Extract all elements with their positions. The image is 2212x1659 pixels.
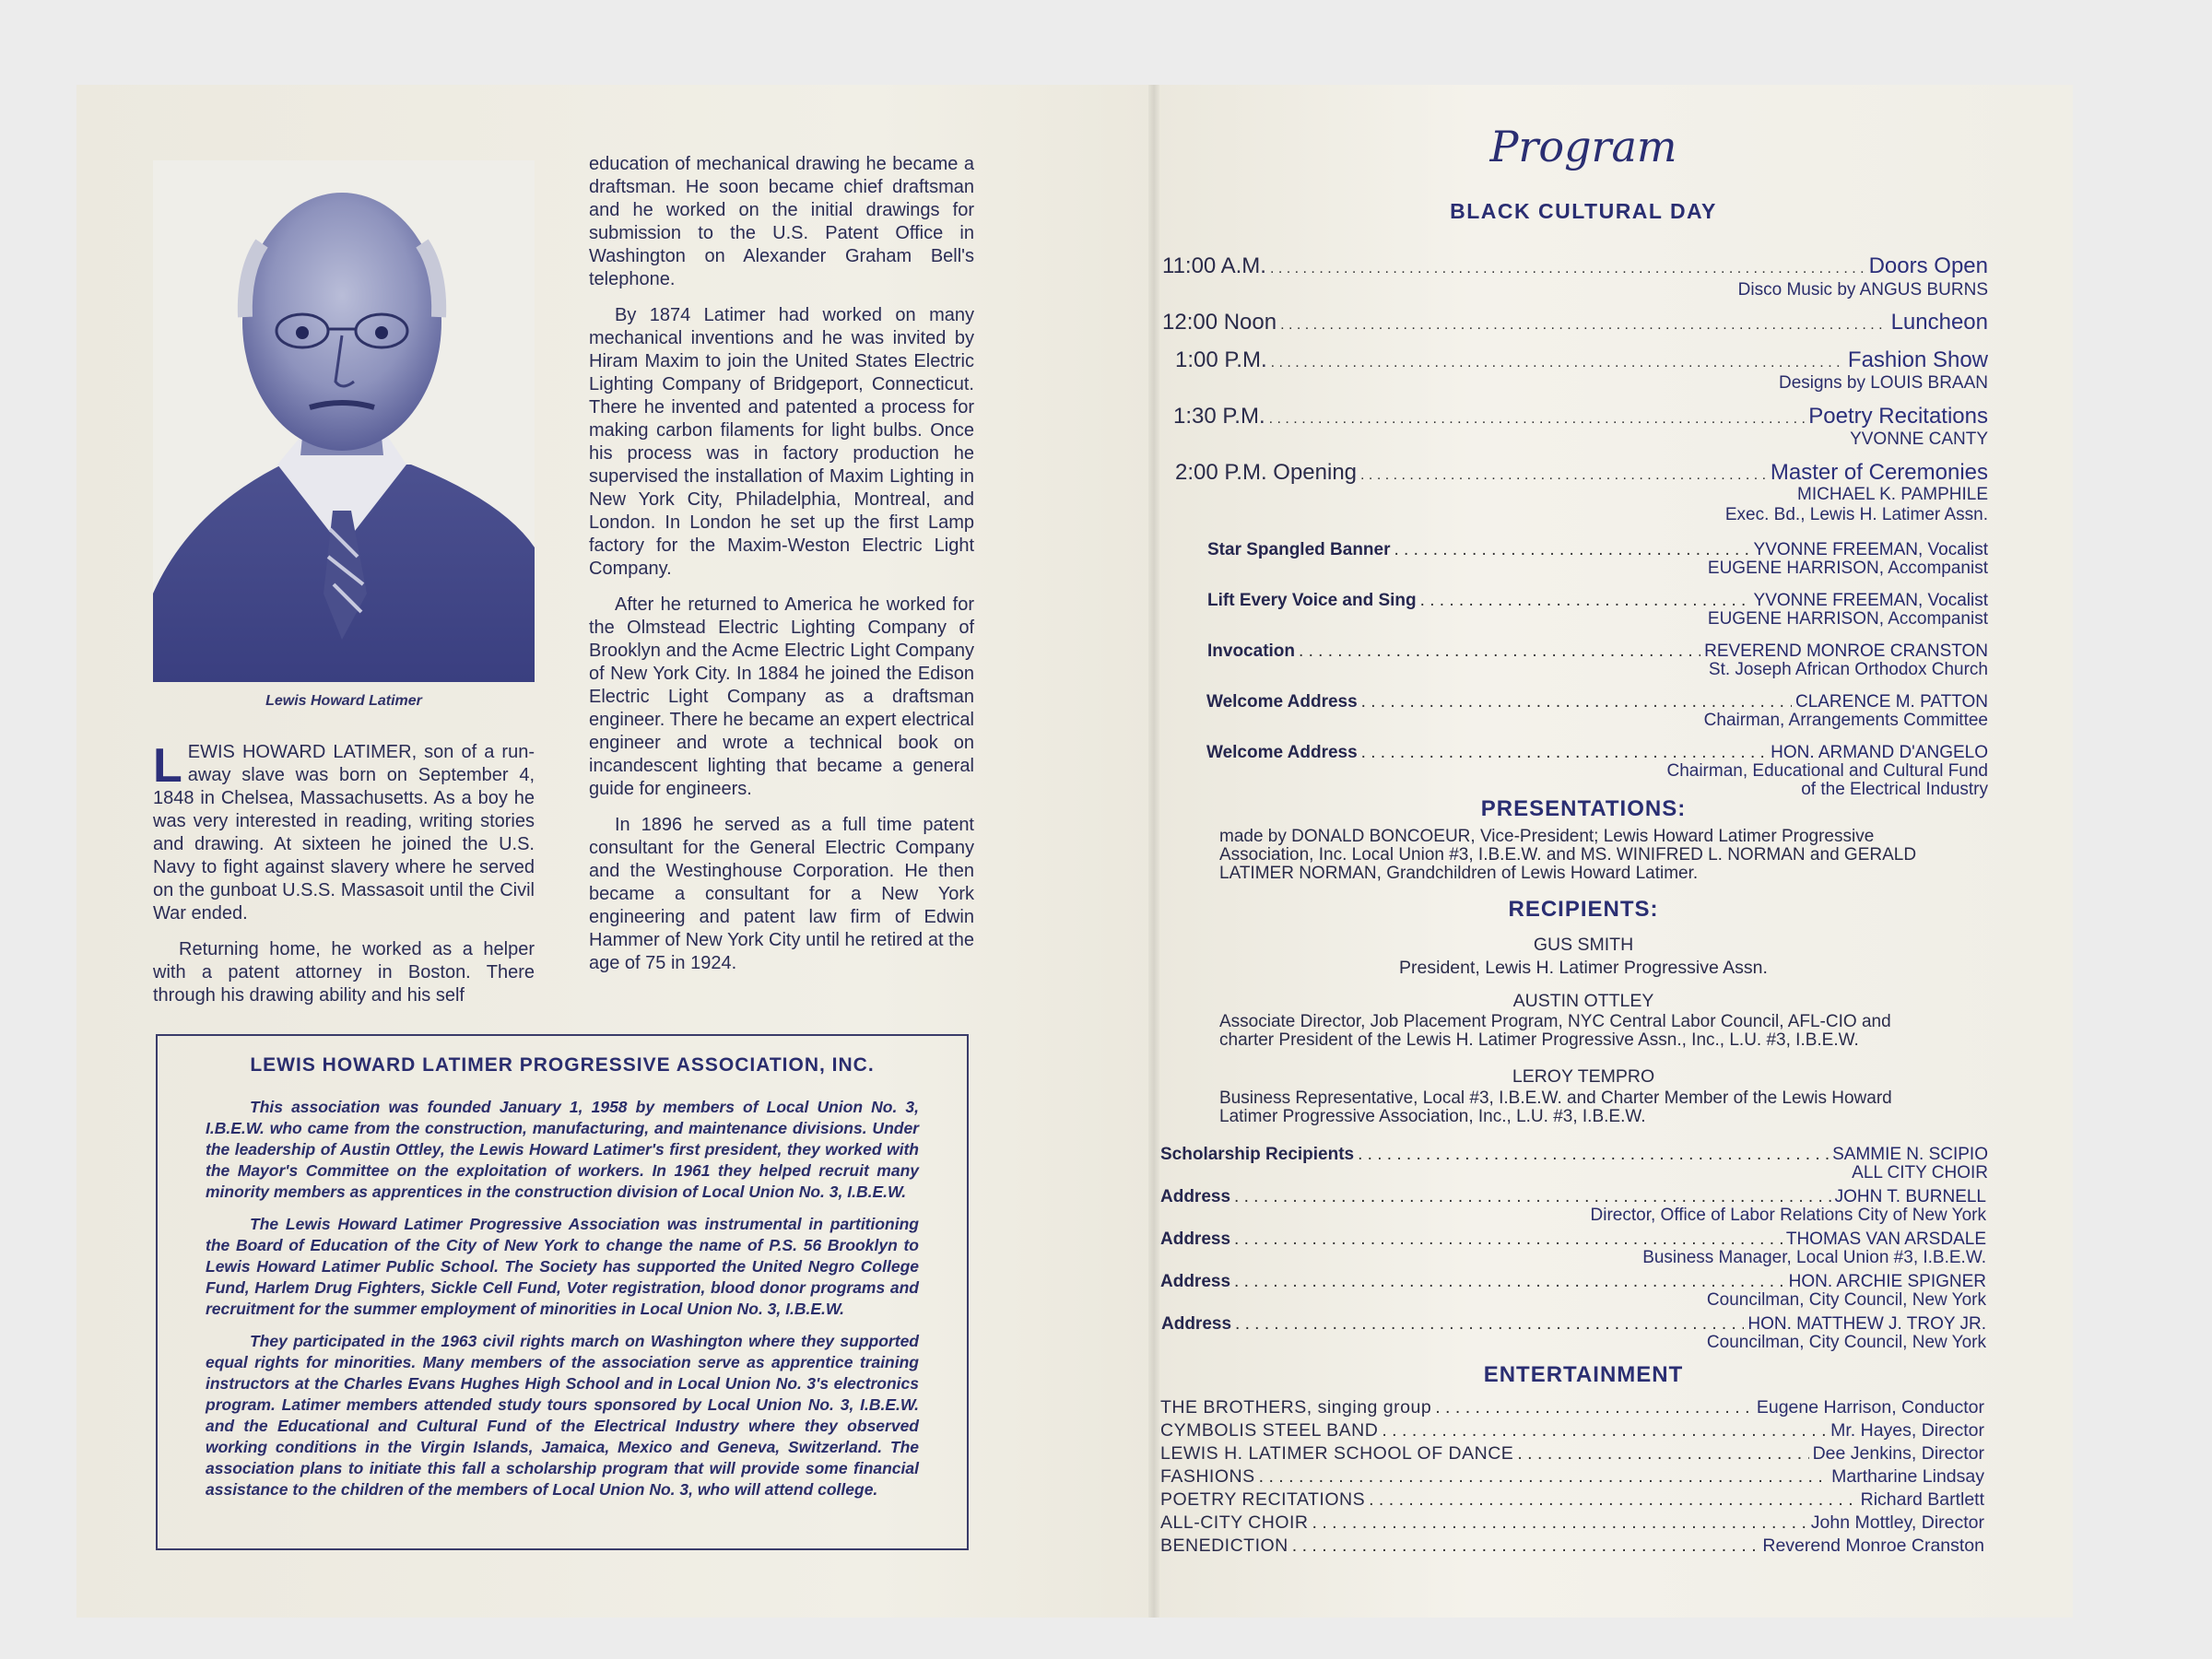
address-item: Address (1161, 1314, 1232, 1334)
presentations-text: made by DONALD BONCOEUR, Vice-President; Lewis Howard Latimer Progressive Association, Inc. Local Union #3, I.B.E.W. and MS. WINIFRED L. NORMAN and GERALD LATIMER NORMAN, Grandchildren of Lewis Howard Latimer. (1219, 827, 1917, 883)
dot-leader (1517, 1443, 1808, 1465)
address-row (1160, 1187, 1986, 1207)
ceremony-detail: St. Joseph African Orthodox Church (1708, 660, 1988, 679)
ceremony-detail: Chairman, Arrangements Committee (1703, 711, 1988, 730)
dot-leader (1369, 1489, 1857, 1511)
schedule-detail: Designs by LOUIS BRAAN (1778, 373, 1988, 393)
entertainment-person: Eugene Harrison, Conductor (1756, 1397, 1984, 1418)
bio-text: EWIS HOWARD LATIMER, son of a run-away slave was born on September 4, 1848 in Chelsea, Massachusetts. As a boy he was very interested in reading, writing stories and drawing. At sixteen he joined the U.S. Navy to fight against slavery where he served on the gunboat U.S.S. Massasoit until the Civil War ended. (153, 742, 535, 924)
association-paragraph: This association was founded January 1, 1958 by members of Local Union No. 3, I.B.E.W. who came from the construction, manufacturing, and maintenance divisions. Under the leadership of Austin Ottley, the Lewis Howard Latimer's first president, they worked with the Mayor's Committee on the exploitation of workers. In 1961 they helped recruit many minority members as apprentices in the construction division of Local Union No. 3, I.B.E.W. (206, 1098, 919, 1201)
portrait-illustration (153, 160, 535, 682)
ceremony-detail: EUGENE HARRISON, Accompanist (1707, 609, 1988, 629)
dot-leader (1270, 261, 1865, 277)
schedule-detail: Exec. Bd., Lewis H. Latimer Assn. (1724, 505, 1988, 524)
address-detail: Business Manager, Local Union #3, I.B.E.W. (1642, 1248, 1986, 1267)
schedule-event: Fashion Show (1847, 347, 1988, 372)
ceremony-item: Welcome Address (1206, 743, 1358, 762)
association-box (156, 1034, 969, 1550)
dot-leader (1234, 1187, 1831, 1207)
address-item: Address (1160, 1230, 1231, 1249)
address-person: HON. ARCHIE SPIGNER (1788, 1272, 1986, 1291)
address-row (1160, 1230, 1986, 1250)
ceremony-item: Lift Every Voice and Sing (1207, 591, 1417, 610)
entertainment-person: Mr. Hayes, Director (1830, 1420, 1984, 1441)
schedule-detail: MICHAEL K. PAMPHILE (1797, 485, 1988, 504)
entertainment-row (1160, 1443, 1984, 1465)
ceremony-row (1206, 692, 1988, 712)
address-item: Scholarship Recipients (1160, 1145, 1355, 1164)
dot-leader (1420, 591, 1750, 611)
address-item: Address (1160, 1187, 1231, 1206)
schedule-time: 1:30 P.M. (1173, 404, 1265, 429)
dot-leader (1234, 1272, 1785, 1292)
address-detail: Councilman, City Council, New York (1706, 1333, 1986, 1352)
ceremony-detail: EUGENE HARRISON, Accompanist (1707, 559, 1988, 578)
recipient-description: Business Representative, Local #3, I.B.E.W. and Charter Member of the Lewis Howard Latimer Progressive Association, Inc., L.U. #3, I.B.E.W. (1219, 1088, 1892, 1126)
recipient-name: GUS SMITH (1533, 935, 1634, 955)
bio-paragraph: Returning home, he worked as a helper with a patent attorney in Boston. There through his drawing ability and his self (153, 939, 535, 1006)
schedule-time: 11:00 A.M. (1162, 253, 1266, 278)
schedule-event: Luncheon (1890, 310, 1988, 335)
dot-leader (1361, 692, 1792, 712)
schedule-row (1162, 253, 1988, 279)
address-detail: ALL CITY CHOIR (1852, 1163, 1988, 1182)
entertainment-person: Richard Bartlett (1860, 1489, 1984, 1510)
entertainment-row (1160, 1420, 1984, 1441)
ceremony-person: CLARENCE M. PATTON (1794, 692, 1988, 712)
ceremony-person: HON. ARMAND D'ANGELO (1771, 743, 1988, 762)
schedule-event: Poetry Recitations (1808, 404, 1988, 429)
presentations-heading: PRESENTATIONS: (1480, 796, 1687, 821)
schedule-row (1162, 310, 1988, 335)
association-title: LEWIS HOWARD LATIMER PROGRESSIVE ASSOCIATION, INC. (250, 1054, 875, 1076)
ceremony-row (1207, 540, 1988, 560)
bio-paragraph: By 1874 Latimer had worked on many mechanical inventions and he was invited by Hiram Maxim to join the United States Electric Lighting Company of Bridgeport, Connecticut. There he invented and patented a process for making carbon filaments for light bulbs. Once his process was in factory production he supervised the installation of Maxim Lighting in New York City, Philadelphia, Montreal, and London. In London he set up the first Lamp factory for the Maxim-Weston Electric Light Company. (589, 305, 974, 579)
dot-leader (1360, 467, 1767, 484)
entertainment-row (1160, 1512, 1984, 1534)
ceremony-person: REVEREND MONROE CRANSTON (1704, 641, 1988, 661)
entertainment-row (1160, 1535, 1984, 1557)
bio-paragraph: In 1896 he served as a full time patent consultant for the General Electric Company and the Westinghouse Corporation. He then became a consultant for a New York engineering and patent law firm of Edwin Hammer of New York City until he retired at the age of 75 in 1924. (589, 815, 974, 973)
address-person: THOMAS VAN ARSDALE (1785, 1230, 1986, 1249)
dot-leader (1394, 540, 1750, 560)
program-subtitle: BLACK CULTURAL DAY (1450, 199, 1717, 223)
schedule-detail: YVONNE CANTY (1850, 429, 1988, 449)
ceremony-item: Invocation (1207, 641, 1296, 661)
ceremony-item: Star Spangled Banner (1207, 540, 1391, 559)
ceremony-row (1207, 591, 1988, 611)
dot-leader (1280, 317, 1887, 334)
program-booklet (76, 85, 2073, 1618)
biography-column-1 (153, 741, 535, 1020)
entertainment-row (1160, 1466, 1984, 1488)
entertainment-heading: ENTERTAINMENT (1483, 1362, 1684, 1387)
schedule-event: Doors Open (1868, 253, 1988, 278)
ceremony-person: YVONNE FREEMAN, Vocalist (1753, 540, 1988, 559)
portrait-photo (153, 160, 535, 682)
address-row (1160, 1272, 1986, 1292)
entertainment-item: CYMBOLIS STEEL BAND (1160, 1420, 1379, 1441)
dot-leader (1259, 1466, 1829, 1488)
entertainment-person: Reverend Monroe Cranston (1762, 1535, 1984, 1556)
address-person: HON. MATTHEW J. TROY JR. (1747, 1314, 1986, 1334)
schedule-detail: Disco Music by ANGUS BURNS (1737, 280, 1988, 300)
ceremony-item: Welcome Address (1206, 692, 1358, 712)
dot-leader (1235, 1314, 1744, 1335)
entertainment-person: John Mottley, Director (1810, 1512, 1984, 1533)
schedule-time: 2:00 P.M. Opening (1175, 460, 1358, 485)
page-fold (1148, 85, 1159, 1618)
bio-paragraph: After he returned to America he worked for the Olmstead Electric Lighting Company of Brooklyn and the Acme Electric Light Company of New York City. In 1884 he joined the Edison Electric Light Company as a draftsman engineer. There he became an expert electrical engineer and wrote a technical book on incandescent lighting that became a general guide for engineers. (589, 594, 974, 799)
dot-leader (1358, 1145, 1829, 1165)
schedule-row (1173, 404, 1988, 429)
address-person: JOHN T. BURNELL (1834, 1187, 1986, 1206)
dot-leader (1271, 355, 1844, 371)
ceremony-row (1206, 743, 1988, 763)
dot-leader (1299, 641, 1700, 662)
recipient-description: Associate Director, Job Placement Program, NYC Central Labor Council, AFL-CIO and charter President of the Lewis H. Latimer Progressive Assn., Inc., L.U. #3, I.B.E.W. (1219, 1012, 1891, 1050)
dot-leader (1312, 1512, 1807, 1534)
schedule-event: Master of Ceremonies (1770, 460, 1988, 485)
schedule-time: 1:00 P.M. (1175, 347, 1267, 372)
drop-cap: L (153, 739, 182, 793)
address-detail: Councilman, City Council, New York (1706, 1290, 1986, 1310)
entertainment-item: LEWIS H. LATIMER SCHOOL OF DANCE (1160, 1443, 1514, 1464)
address-row (1161, 1314, 1986, 1335)
ceremony-detail: Chairman, Educational and Cultural Fund (1666, 761, 1988, 781)
entertainment-item: BENEDICTION (1160, 1535, 1288, 1556)
bio-paragraph (153, 741, 535, 925)
entertainment-person: Dee Jenkins, Director (1812, 1443, 1984, 1464)
biography-column-2 (589, 153, 974, 988)
dot-leader (1292, 1535, 1759, 1557)
ceremony-detail: of the Electrical Industry (1801, 780, 1988, 799)
entertainment-item: ALL-CITY CHOIR (1160, 1512, 1309, 1533)
entertainment-item: THE BROTHERS, singing group (1160, 1397, 1432, 1418)
entertainment-row (1160, 1489, 1984, 1511)
bio-paragraph: education of mechanical drawing he became a draftsman. He soon became chief draftsman and he worked on the initial drawings for submission to the U.S. Patent Office in Washington on Alexander Graham Bell's telephone. (589, 154, 974, 289)
recipient-name: LEROY TEMPRO (1512, 1066, 1655, 1087)
entertainment-item: POETRY RECITATIONS (1160, 1489, 1366, 1510)
entertainment-person: Martharine Lindsay (1831, 1466, 1984, 1487)
entertainment-row (1160, 1397, 1984, 1418)
recipient-name: AUSTIN OTTLEY (1512, 991, 1654, 1011)
recipients-heading: RECIPIENTS: (1508, 897, 1659, 922)
program-title: Program (1489, 122, 1677, 171)
address-person: SAMMIE N. SCIPIO (1832, 1145, 1988, 1164)
dot-leader (1234, 1230, 1783, 1250)
dot-leader (1435, 1397, 1753, 1418)
entertainment-item: FASHIONS (1160, 1466, 1255, 1487)
association-paragraph: They participated in the 1963 civil rights march on Washington where they supported equal rights for minorities. Many members of the association serve as apprentice training instructors at the Charles Evans Hughes High School and in Local Union No. 3's electronics program. Latimer members attended study tours sponsored by Local Union No. 3, I.B.E.W. and the Educational and Cultural Fund of the Electrical Industry where they observed working conditions in the Virgin Islands, Jamaica, Mexico and Geneva, Switzerland. The association plans to initiate this fall a scholarship program that will provide some financial assistance to the children of the members of Local Union No. 3, who will attend college. (206, 1332, 919, 1499)
dot-leader (1269, 411, 1806, 428)
recipient-description: President, Lewis H. Latimer Progressive Assn. (1399, 958, 1768, 978)
schedule-time: 12:00 Noon (1162, 310, 1277, 335)
address-item: Address (1160, 1272, 1231, 1291)
ceremony-person: YVONNE FREEMAN, Vocalist (1753, 591, 1988, 610)
photo-caption: Lewis Howard Latimer (265, 693, 422, 709)
schedule-row (1175, 460, 1988, 486)
association-paragraph: The Lewis Howard Latimer Progressive Association was instrumental in partitioning the Board of Education of the City of New York to change the name of P.S. 56 Brooklyn to Lewis Howard Latimer Public School. The Society has supported the United Negro College Fund, Harlem Drug Fighters, Sickle Cell Fund, Voter registration, blood donor programs and recruitment for the summer employment of minorities in Local Union No. 3, I.B.E.W. (206, 1215, 919, 1318)
address-row (1160, 1145, 1988, 1165)
dot-leader (1382, 1420, 1827, 1441)
schedule-row (1175, 347, 1988, 373)
address-detail: Director, Office of Labor Relations City of New York (1590, 1206, 1986, 1225)
ceremony-row (1207, 641, 1988, 662)
dot-leader (1361, 743, 1767, 763)
